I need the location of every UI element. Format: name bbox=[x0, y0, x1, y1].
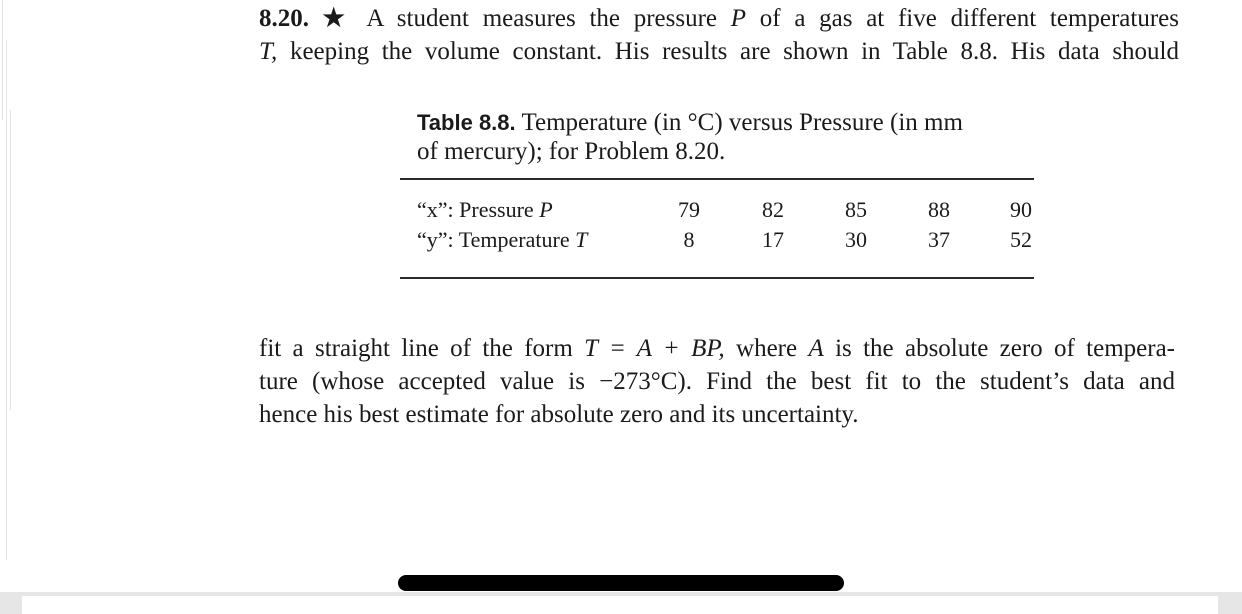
table-cell: 79 bbox=[678, 197, 700, 222]
row-label-variable: P bbox=[539, 197, 553, 222]
problem-continuation bbox=[259, 332, 1175, 431]
table-cell: 90 bbox=[1010, 197, 1032, 222]
table-row-pressure bbox=[417, 195, 1034, 225]
table-cell: 88 bbox=[928, 197, 950, 222]
body-line-1 bbox=[259, 332, 1175, 365]
problem-statement bbox=[259, 2, 1179, 68]
table-bottom-rule bbox=[400, 277, 1034, 279]
table-cell: 85 bbox=[845, 197, 867, 222]
body-text: where bbox=[736, 335, 798, 362]
row-label-pressure bbox=[417, 195, 553, 225]
body-text: is the absolute zero of tempera- bbox=[835, 335, 1175, 362]
bottom-panel-area bbox=[22, 596, 1218, 614]
table-cell: 8 bbox=[683, 227, 695, 252]
problem-line-2 bbox=[259, 35, 1179, 68]
table-row-temperature bbox=[417, 225, 1034, 255]
horizontal-scrollbar-thumb[interactable] bbox=[398, 575, 844, 591]
table-caption-label: Table 8.8. bbox=[417, 110, 516, 135]
table-caption-line-1: Temperature (in °C) versus Pressure (in mm bbox=[521, 109, 963, 136]
table-cell: 30 bbox=[845, 227, 867, 252]
problem-number: 8.20. bbox=[259, 5, 309, 32]
table-cell: 82 bbox=[762, 197, 784, 222]
problem-text-1: A student measures the pressure bbox=[366, 5, 718, 32]
page-edge-lines bbox=[0, 0, 14, 560]
row-label-text: “x”: Pressure bbox=[417, 197, 534, 222]
variable-a: A bbox=[808, 335, 824, 362]
body-text: fit a straight line of the form bbox=[259, 335, 573, 362]
row-label-text: “y”: Temperature bbox=[417, 227, 570, 252]
body-line-3: hence his best estimate for absolute zero and its uncertainty. bbox=[259, 401, 859, 428]
table-caption bbox=[417, 108, 1017, 166]
table-cell: 37 bbox=[928, 227, 950, 252]
table-caption-line-2: of mercury); for Problem 8.20. bbox=[417, 138, 726, 165]
equation: T = A + BP, bbox=[584, 335, 725, 362]
star-icon: ★ bbox=[315, 5, 353, 32]
variable-p: P bbox=[730, 5, 747, 32]
bottom-panel bbox=[0, 592, 1242, 614]
row-label-temperature bbox=[417, 225, 587, 255]
problem-text-2: keeping the volume constant. His results are shown in Table 8.8. His data should bbox=[289, 38, 1179, 65]
table-cell: 17 bbox=[762, 227, 784, 252]
table-top-rule bbox=[400, 178, 1034, 180]
body-line-2: ture (whose accepted value is −273°C). Find the best fit to the student’s data and bbox=[259, 368, 1175, 395]
problem-line-1 bbox=[259, 2, 1179, 35]
variable-t: T, bbox=[259, 38, 278, 65]
row-label-variable: T bbox=[575, 227, 588, 252]
table-cell: 52 bbox=[1010, 227, 1032, 252]
problem-text-1-rest: of a gas at five different temperatures bbox=[759, 5, 1179, 32]
